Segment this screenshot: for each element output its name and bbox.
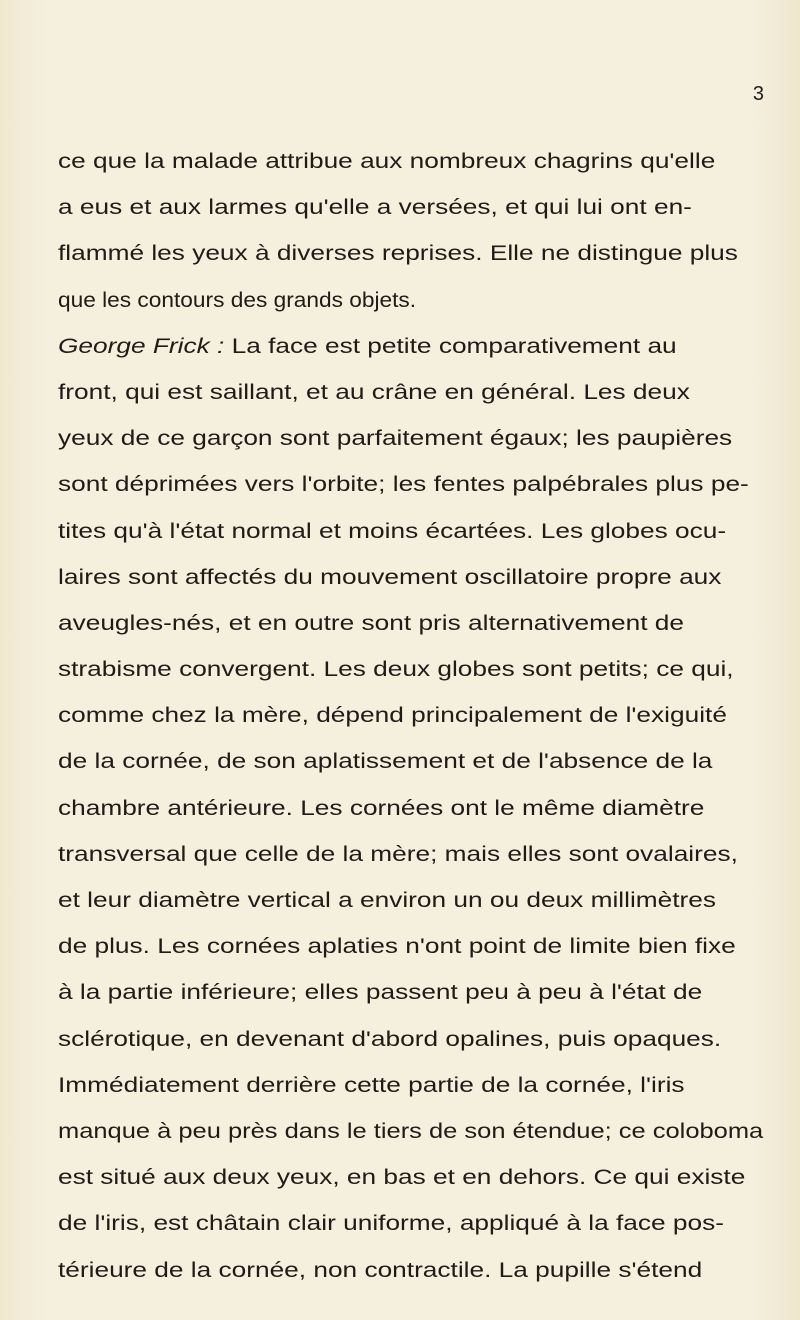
body-text [58,148,800,1303]
text-line [58,1026,800,1072]
text-line-content [58,748,712,775]
text-run: térieure de la cornée, non contractile. La pupille s'étend [58,1258,703,1282]
text-line-content [58,933,736,960]
text-line [58,795,800,841]
text-line-content [58,1026,721,1053]
text-line-content [58,841,738,868]
text-line-content [58,656,734,683]
text-line [58,425,800,471]
text-run: ce que la malade attribue aux nombreux chagrins qu'elle [58,150,716,173]
text-line-content [58,564,721,591]
text-line-content [58,194,692,221]
text-line-content [58,979,702,1006]
text-line-content [58,1118,763,1145]
text-line-content [58,379,690,406]
text-line-content [58,1072,685,1099]
text-run: que les contours des grands objets. [58,288,417,312]
text-run: chambre antérieure. Les cornées ont le même diamètre [58,796,705,820]
text-run: a eus et aux larmes qu'elle a versées, et qui lui ont en- [58,196,692,220]
text-run: strabisme convergent. Les deux globes sont petits; ce qui, [58,658,734,682]
text-line [58,933,800,979]
text-line [58,656,800,702]
text-line [58,287,800,333]
text-line [58,379,800,425]
text-run: et leur diamètre vertical a environ un ou deux millimètres [58,889,717,912]
text-line [58,194,800,240]
text-line [58,240,800,286]
text-run: manque à peu près dans le tiers de son étendue; ce coloboma [58,1119,764,1143]
text-line-content [58,471,749,498]
text-run: yeux de ce garçon sont parfaitement égaux; les paupières [58,427,733,451]
text-line [58,610,800,656]
text-line [58,1257,800,1303]
text-line [58,564,800,610]
text-line-content [58,702,727,729]
text-line [58,1072,800,1118]
text-line [58,148,800,194]
text-run: comme chez la mère, dépend principalement de l'exiguité [58,704,727,728]
text-run: flammé les yeux à diverses reprises. Elle ne distingue plus [58,242,738,266]
text-run: sclérotique, en devenant d'abord opalines, puis opaques. [58,1027,722,1051]
text-run: Immédiatement derrière cette partie de la cornée, l'iris [58,1073,685,1097]
text-line [58,841,800,887]
text-line-content [58,610,684,637]
text-line-content [58,425,732,452]
text-run: de plus. Les cornées aplaties n'ont point de limite bien fixe [58,935,736,959]
text-line-content [58,287,416,314]
text-line-content [58,240,738,267]
text-line-content [58,148,715,175]
text-line-content [58,887,716,914]
text-line [58,887,800,933]
text-run: front, qui est saillant, et au crâne en général. Les deux [58,380,690,404]
text-run: de l'iris, est châtain clair uniforme, appliqué à la face pos- [58,1212,724,1236]
text-run: aveugles-nés, et en outre sont pris alternativement de [58,611,684,635]
text-line [58,979,800,1025]
text-line [58,1118,800,1164]
text-line [58,471,800,517]
text-line-content [58,795,704,822]
text-run: sont déprimées vers l'orbite; les fentes palpébrales plus pe- [58,473,749,497]
text-line [58,748,800,794]
text-run: à la partie inférieure; elles passent peu à peu à l'état de [58,981,703,1005]
text-run: est situé aux deux yeux, en bas et en dehors. Ce qui existe [58,1166,746,1190]
text-run: tites qu'à l'état normal et moins écartées. Les globes ocu- [58,519,727,543]
text-line [58,1210,800,1256]
text-line-content [58,1164,745,1191]
page-number: 3 [752,83,764,105]
text-line [58,702,800,748]
text-line-content [58,518,726,545]
person-name: George Frick : [58,334,225,358]
text-line-content [58,1257,702,1284]
text-line [58,333,800,379]
text-line [58,1164,800,1210]
text-line-content [58,333,677,360]
text-run: La face est petite comparativement au [224,334,677,358]
text-line-content [58,1210,724,1237]
text-run: laires sont affectés du mouvement oscillatoire propre aux [58,565,722,589]
text-run: de la cornée, de son aplatissement et de l'absence de la [58,750,713,774]
text-run: transversal que celle de la mère; mais elles sont ovalaires, [58,842,738,866]
text-line [58,518,800,564]
